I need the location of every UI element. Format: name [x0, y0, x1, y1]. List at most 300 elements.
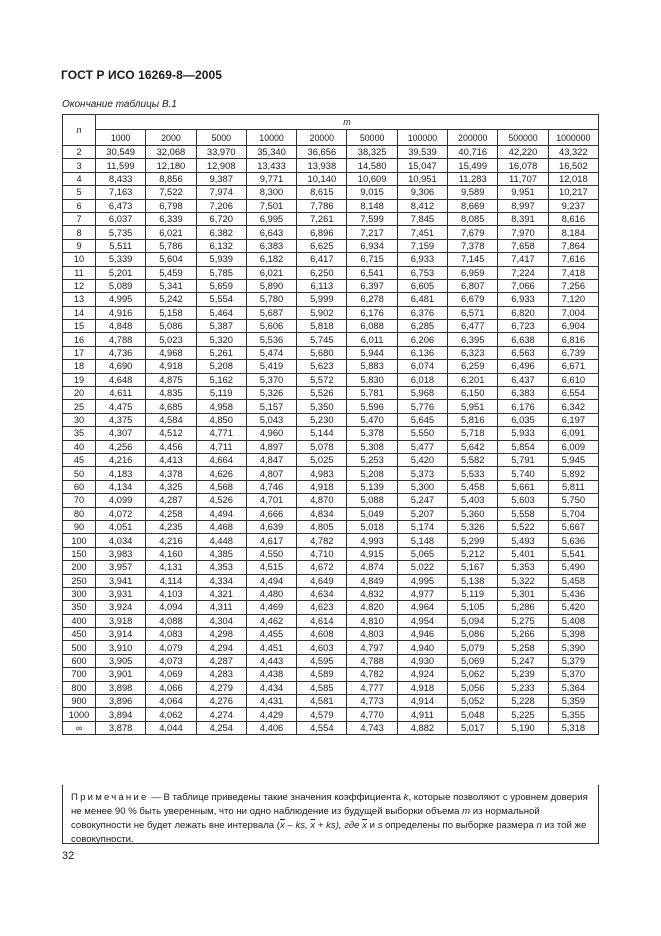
- value-cell: 4,526: [196, 494, 246, 507]
- value-cell: 4,924: [397, 668, 447, 681]
- value-cell: 4,069: [146, 668, 196, 681]
- n-cell: 10: [63, 253, 96, 266]
- value-cell: 5,786: [146, 239, 196, 252]
- value-cell: 8,412: [397, 199, 447, 212]
- table-row: [63, 574, 599, 587]
- value-cell: 4,550: [246, 547, 296, 560]
- value-cell: 4,634: [297, 587, 347, 600]
- value-cell: 4,849: [347, 574, 397, 587]
- value-cell: 5,403: [448, 494, 498, 507]
- table-row: [63, 239, 599, 252]
- value-cell: 4,736: [96, 346, 146, 359]
- column-header: 2000: [146, 130, 196, 146]
- value-cell: 5,902: [297, 306, 347, 319]
- value-cell: 40,716: [448, 146, 498, 159]
- value-cell: 4,064: [146, 695, 196, 708]
- value-cell: 5,341: [146, 279, 196, 292]
- value-cell: 5,261: [196, 346, 246, 359]
- value-cell: 5,017: [448, 721, 498, 734]
- value-cell: 6,473: [96, 199, 146, 212]
- value-cell: 4,429: [246, 708, 296, 721]
- value-cell: 8,615: [297, 186, 347, 199]
- value-cell: 4,094: [146, 601, 196, 614]
- table-row: [63, 346, 599, 359]
- value-cell: 4,294: [196, 641, 246, 654]
- table-row: [63, 654, 599, 667]
- value-cell: 4,930: [397, 654, 447, 667]
- value-cell: 8,148: [347, 199, 397, 212]
- value-cell: 3,901: [96, 668, 146, 681]
- column-header: 50000: [347, 130, 397, 146]
- value-cell: 7,378: [448, 239, 498, 252]
- value-cell: 4,810: [347, 614, 397, 627]
- n-cell: 45: [63, 453, 96, 466]
- value-cell: 4,434: [246, 681, 296, 694]
- value-cell: 5,360: [448, 507, 498, 520]
- value-cell: 4,287: [146, 494, 196, 507]
- value-cell: 6,035: [498, 413, 548, 426]
- value-cell: 4,850: [196, 413, 246, 426]
- value-cell: 5,065: [397, 547, 447, 560]
- column-header: 20000: [297, 130, 347, 146]
- value-cell: 4,743: [347, 721, 397, 734]
- value-cell: 4,847: [246, 453, 296, 466]
- value-cell: 38,325: [347, 146, 397, 159]
- value-cell: 5,079: [448, 641, 498, 654]
- value-cell: 36,656: [297, 146, 347, 159]
- value-cell: 6,715: [347, 253, 397, 266]
- value-cell: 6,417: [297, 253, 347, 266]
- value-cell: 4,983: [297, 467, 347, 480]
- column-header: 10000: [246, 130, 296, 146]
- value-cell: 5,474: [246, 346, 296, 359]
- table-row: [63, 628, 599, 641]
- note-xbar: $\overline{x}$: [280, 820, 285, 831]
- value-cell: 4,480: [246, 587, 296, 600]
- column-header: 1000000: [548, 130, 598, 146]
- value-cell: 6,197: [548, 413, 598, 426]
- column-header: 5000: [196, 130, 246, 146]
- value-cell: 6,278: [347, 293, 397, 306]
- value-cell: 4,995: [96, 293, 146, 306]
- value-cell: 5,606: [246, 320, 296, 333]
- value-cell: 15,499: [448, 159, 498, 172]
- value-cell: 5,144: [297, 427, 347, 440]
- value-cell: 5,318: [548, 721, 598, 734]
- value-cell: 6,896: [297, 226, 347, 239]
- table-row: [63, 159, 599, 172]
- note-xbar-2: $\overline{x}$: [310, 820, 316, 831]
- n-cell: 12: [63, 279, 96, 292]
- value-cell: 4,258: [146, 507, 196, 520]
- n-cell: 35: [63, 427, 96, 440]
- value-cell: 11,707: [498, 172, 548, 185]
- value-cell: 6,182: [246, 253, 296, 266]
- table-row: [63, 360, 599, 373]
- value-cell: 4,603: [297, 641, 347, 654]
- value-cell: 7,224: [498, 266, 548, 279]
- value-cell: 4,770: [347, 708, 397, 721]
- value-cell: 5,258: [498, 641, 548, 654]
- value-cell: 4,304: [196, 614, 246, 627]
- n-cell: 60: [63, 480, 96, 493]
- value-cell: 4,834: [297, 507, 347, 520]
- value-cell: 5,522: [498, 520, 548, 533]
- value-cell: 4,160: [146, 547, 196, 560]
- value-cell: 5,275: [498, 614, 548, 627]
- value-cell: 4,918: [146, 360, 196, 373]
- n-cell: 7: [63, 212, 96, 225]
- table-row: [63, 547, 599, 560]
- value-cell: 8,997: [498, 199, 548, 212]
- value-cell: 4,832: [347, 587, 397, 600]
- table-row: [63, 199, 599, 212]
- value-cell: 5,018: [347, 520, 397, 533]
- note-m: m: [462, 806, 471, 817]
- table-row: [63, 266, 599, 279]
- value-cell: 5,266: [498, 628, 548, 641]
- value-cell: 43,322: [548, 146, 598, 159]
- value-cell: 6,383: [246, 239, 296, 252]
- table-row: [63, 601, 599, 614]
- table-row: [63, 695, 599, 708]
- n-cell: 1000: [63, 708, 96, 721]
- value-cell: 5,718: [448, 427, 498, 440]
- n-cell: 80: [63, 507, 96, 520]
- value-cell: 5,493: [498, 534, 548, 547]
- value-cell: 4,103: [146, 587, 196, 600]
- value-cell: 8,433: [96, 172, 146, 185]
- value-cell: 6,959: [448, 266, 498, 279]
- value-cell: 4,820: [347, 601, 397, 614]
- value-cell: 5,680: [297, 346, 347, 359]
- value-cell: 9,771: [246, 172, 296, 185]
- value-cell: 4,993: [347, 534, 397, 547]
- value-cell: 6,625: [297, 239, 347, 252]
- value-cell: 4,298: [196, 628, 246, 641]
- n-cell: 2: [63, 146, 96, 159]
- value-cell: 5,999: [297, 293, 347, 306]
- value-cell: 4,589: [297, 668, 347, 681]
- value-cell: 4,468: [196, 520, 246, 533]
- value-cell: 14,580: [347, 159, 397, 172]
- value-cell: 4,494: [196, 507, 246, 520]
- value-cell: 3,878: [96, 721, 146, 734]
- column-header: 500000: [498, 130, 548, 146]
- value-cell: 7,616: [548, 253, 598, 266]
- value-cell: 5,419: [246, 360, 296, 373]
- value-cell: 5,490: [548, 561, 598, 574]
- value-cell: 4,451: [246, 641, 296, 654]
- value-cell: 4,034: [96, 534, 146, 547]
- value-cell: 5,300: [397, 480, 447, 493]
- value-cell: 7,786: [297, 199, 347, 212]
- table-row: [63, 453, 599, 466]
- value-cell: 5,890: [246, 279, 296, 292]
- value-cell: 4,581: [297, 695, 347, 708]
- table-row: [63, 172, 599, 185]
- value-cell: 7,206: [196, 199, 246, 212]
- value-cell: 5,320: [196, 333, 246, 346]
- n-cell: 40: [63, 440, 96, 453]
- table-row: [63, 146, 599, 159]
- value-cell: 6,397: [347, 279, 397, 292]
- value-cell: 5,230: [297, 413, 347, 426]
- value-cell: 4,617: [246, 534, 296, 547]
- value-cell: 5,582: [448, 453, 498, 466]
- value-cell: 5,642: [448, 440, 498, 453]
- value-cell: 11,599: [96, 159, 146, 172]
- table-row: [63, 413, 599, 426]
- value-cell: 4,666: [246, 507, 296, 520]
- value-cell: 5,596: [347, 400, 397, 413]
- value-cell: 8,391: [498, 212, 548, 225]
- value-cell: 4,968: [146, 346, 196, 359]
- value-cell: 9,951: [498, 186, 548, 199]
- n-cell: 700: [63, 668, 96, 681]
- value-cell: 5,541: [548, 547, 598, 560]
- value-cell: 5,745: [297, 333, 347, 346]
- value-cell: 4,455: [246, 628, 296, 641]
- value-cell: 4,746: [246, 480, 296, 493]
- value-cell: 5,225: [498, 708, 548, 721]
- note-text-4: и: [366, 820, 378, 831]
- value-cell: 3,898: [96, 681, 146, 694]
- value-cell: 5,353: [498, 561, 548, 574]
- value-cell: 7,864: [548, 239, 598, 252]
- n-cell: ∞: [63, 721, 96, 734]
- value-cell: 5,247: [498, 654, 548, 667]
- value-cell: 5,359: [548, 695, 598, 708]
- value-cell: 6,798: [146, 199, 196, 212]
- n-cell: 11: [63, 266, 96, 279]
- value-cell: 5,477: [397, 440, 447, 453]
- value-cell: 4,835: [146, 387, 196, 400]
- value-cell: 5,212: [448, 547, 498, 560]
- value-cell: 4,782: [297, 534, 347, 547]
- value-cell: 6,132: [196, 239, 246, 252]
- value-cell: 7,159: [397, 239, 447, 252]
- value-cell: 4,062: [146, 708, 196, 721]
- value-cell: 5,350: [297, 400, 347, 413]
- value-cell: 6,807: [448, 279, 498, 292]
- n-cell: 900: [63, 695, 96, 708]
- value-cell: 4,782: [347, 668, 397, 681]
- value-cell: 4,664: [196, 453, 246, 466]
- value-cell: 4,911: [397, 708, 447, 721]
- value-cell: 5,526: [297, 387, 347, 400]
- value-cell: 5,458: [548, 574, 598, 587]
- value-cell: 5,883: [347, 360, 397, 373]
- n-cell: 25: [63, 400, 96, 413]
- table-row: [63, 507, 599, 520]
- value-cell: 5,157: [246, 400, 296, 413]
- value-cell: 5,785: [196, 266, 246, 279]
- value-cell: 5,158: [146, 306, 196, 319]
- value-cell: 4,279: [196, 681, 246, 694]
- value-cell: 6,679: [448, 293, 498, 306]
- value-cell: 4,579: [297, 708, 347, 721]
- value-cell: 4,803: [347, 628, 397, 641]
- value-cell: 5,379: [548, 654, 598, 667]
- value-cell: 6,820: [498, 306, 548, 319]
- value-cell: 4,512: [146, 427, 196, 440]
- value-cell: 4,216: [146, 534, 196, 547]
- n-cell: 200: [63, 561, 96, 574]
- value-cell: 5,247: [397, 494, 447, 507]
- n-cell: 18: [63, 360, 96, 373]
- value-cell: 4,443: [246, 654, 296, 667]
- value-cell: 4,874: [347, 561, 397, 574]
- value-cell: 30,549: [96, 146, 146, 159]
- table-row: [63, 681, 599, 694]
- value-cell: 4,099: [96, 494, 146, 507]
- value-cell: 6,739: [548, 346, 598, 359]
- value-cell: 6,638: [498, 333, 548, 346]
- note-text-5: определены по выборке размера: [382, 820, 537, 831]
- value-cell: 5,944: [347, 346, 397, 359]
- value-cell: 4,805: [297, 520, 347, 533]
- page-number: 32: [62, 850, 75, 862]
- value-cell: 4,044: [146, 721, 196, 734]
- value-cell: 5,052: [448, 695, 498, 708]
- n-cell: 9: [63, 239, 96, 252]
- value-cell: 7,658: [498, 239, 548, 252]
- value-cell: 16,078: [498, 159, 548, 172]
- value-cell: 6,723: [498, 320, 548, 333]
- value-cell: 5,078: [297, 440, 347, 453]
- value-cell: 5,420: [548, 601, 598, 614]
- value-cell: 6,816: [548, 333, 598, 346]
- value-cell: 5,370: [548, 668, 598, 681]
- value-cell: 5,740: [498, 467, 548, 480]
- value-cell: 6,571: [448, 306, 498, 319]
- value-cell: 3,931: [96, 587, 146, 600]
- n-cell: 16: [63, 333, 96, 346]
- value-cell: 4,406: [246, 721, 296, 734]
- value-cell: 5,854: [498, 440, 548, 453]
- value-cell: 5,533: [448, 467, 498, 480]
- value-cell: 5,572: [297, 373, 347, 386]
- note-label: Примечание: [71, 792, 149, 803]
- value-cell: 5,459: [146, 266, 196, 279]
- value-cell: 4,088: [146, 614, 196, 627]
- value-cell: 4,595: [297, 654, 347, 667]
- n-cell: 17: [63, 346, 96, 359]
- value-cell: 6,323: [448, 346, 498, 359]
- value-cell: 5,322: [498, 574, 548, 587]
- value-cell: 5,339: [96, 253, 146, 266]
- value-cell: 6,285: [397, 320, 447, 333]
- n-cell: 5: [63, 186, 96, 199]
- value-cell: 6,496: [498, 360, 548, 373]
- value-cell: 6,437: [498, 373, 548, 386]
- value-cell: 5,326: [246, 387, 296, 400]
- value-cell: 4,276: [196, 695, 246, 708]
- n-cell: 300: [63, 587, 96, 600]
- value-cell: 7,217: [347, 226, 397, 239]
- value-cell: 5,704: [548, 507, 598, 520]
- value-cell: 5,776: [397, 400, 447, 413]
- value-cell: 6,021: [146, 226, 196, 239]
- value-cell: 4,626: [196, 467, 246, 480]
- value-cell: 5,780: [246, 293, 296, 306]
- n-cell: 50: [63, 467, 96, 480]
- value-cell: 8,300: [246, 186, 296, 199]
- value-cell: 4,914: [397, 695, 447, 708]
- value-cell: 4,964: [397, 601, 447, 614]
- n-cell: 90: [63, 520, 96, 533]
- value-cell: 7,451: [397, 226, 447, 239]
- value-cell: 3,894: [96, 708, 146, 721]
- n-cell: 600: [63, 654, 96, 667]
- value-cell: 5,207: [397, 507, 447, 520]
- value-cell: 5,049: [347, 507, 397, 520]
- n-cell: 350: [63, 601, 96, 614]
- value-cell: 6,342: [548, 400, 598, 413]
- value-cell: 4,183: [96, 467, 146, 480]
- table-row: [63, 293, 599, 306]
- value-cell: 4,918: [297, 480, 347, 493]
- value-cell: 4,083: [146, 628, 196, 641]
- value-cell: 8,669: [448, 199, 498, 212]
- value-cell: 4,073: [146, 654, 196, 667]
- value-cell: 3,910: [96, 641, 146, 654]
- value-cell: 4,897: [246, 440, 296, 453]
- value-cell: 4,977: [397, 587, 447, 600]
- value-cell: 6,933: [498, 293, 548, 306]
- value-cell: 6,091: [548, 427, 598, 440]
- value-cell: 5,408: [548, 614, 598, 627]
- value-cell: 5,308: [347, 440, 397, 453]
- table-body: [63, 146, 599, 735]
- table-row: [63, 534, 599, 547]
- value-cell: 7,599: [347, 212, 397, 225]
- value-cell: 10,140: [297, 172, 347, 185]
- value-cell: 4,946: [397, 628, 447, 641]
- value-cell: 4,072: [96, 507, 146, 520]
- value-cell: 7,418: [548, 266, 598, 279]
- value-cell: 5,094: [448, 614, 498, 627]
- table-row: [63, 587, 599, 600]
- value-cell: 6,376: [397, 306, 447, 319]
- value-cell: 5,286: [498, 601, 548, 614]
- value-cell: 5,687: [246, 306, 296, 319]
- value-cell: 4,438: [246, 668, 296, 681]
- table-row: [63, 212, 599, 225]
- n-cell: 800: [63, 681, 96, 694]
- value-cell: 5,088: [347, 494, 397, 507]
- value-cell: 5,378: [347, 427, 397, 440]
- value-cell: 5,401: [498, 547, 548, 560]
- value-cell: 4,431: [246, 695, 296, 708]
- value-cell: 5,228: [498, 695, 548, 708]
- value-cell: 6,088: [347, 320, 397, 333]
- value-cell: 4,216: [96, 453, 146, 466]
- table-row: [63, 480, 599, 493]
- table-row: [63, 614, 599, 627]
- value-cell: 8,616: [548, 212, 598, 225]
- value-cell: 4,311: [196, 601, 246, 614]
- value-cell: 5,069: [448, 654, 498, 667]
- value-cell: 6,605: [397, 279, 447, 292]
- value-cell: 4,710: [297, 547, 347, 560]
- value-cell: 6,176: [498, 400, 548, 413]
- note-text-3: из нормальной совокупности не будет лежать вне интервала (: [71, 806, 540, 831]
- value-cell: 5,119: [196, 387, 246, 400]
- value-cell: 6,021: [246, 266, 296, 279]
- value-cell: 5,661: [498, 480, 548, 493]
